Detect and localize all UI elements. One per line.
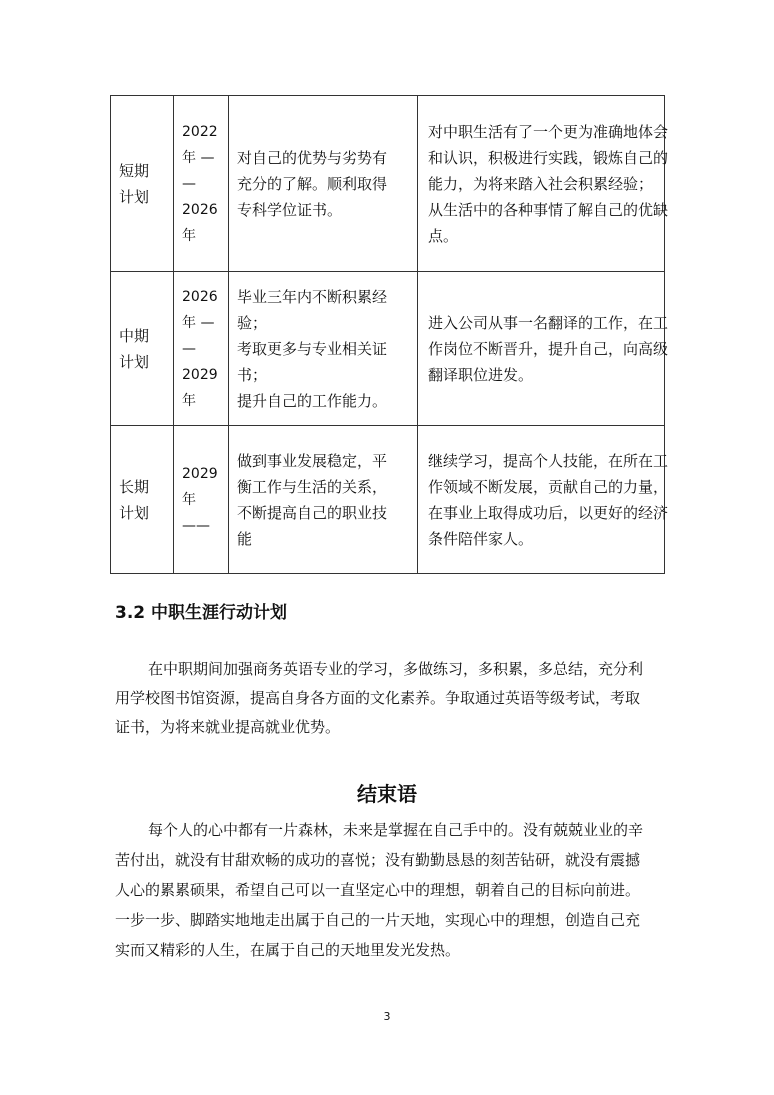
conclusion-paragraph bbox=[115, 815, 643, 965]
plan-measure-line: 继续学习，提高个人技能，在所在工 bbox=[428, 451, 669, 470]
paragraph-line: 在中职期间加强商务英语专业的学习，多做练习，多积累，多总结，充分利 bbox=[148, 660, 644, 678]
section-heading: 3.2 中职生涯行动计划 bbox=[115, 603, 288, 623]
plan-year-line: — bbox=[182, 340, 196, 357]
paragraph-line: 苦付出，就没有甘甜欢畅的成功的喜悦；没有勤勤恳恳的刻苦钻研，就没有震撼 bbox=[115, 851, 641, 869]
plan-goal-line: 专科学位证书。 bbox=[237, 200, 343, 219]
plan-name-cell bbox=[111, 272, 174, 426]
plan-measure-line: 条件陪伴家人。 bbox=[428, 529, 534, 548]
plan-measure-line: 点。 bbox=[428, 226, 459, 245]
plan-goal-line: 书； bbox=[237, 365, 268, 384]
plan-measure-line: 和认识，积极进行实践，锻炼自己的 bbox=[428, 148, 669, 167]
plan-goal-line: 衡工作与生活的关系， bbox=[237, 477, 388, 496]
plan-year-line: —— bbox=[182, 517, 210, 534]
plan-measure-cell bbox=[418, 426, 669, 574]
plan-measure-line: 翻译职位进发。 bbox=[428, 365, 534, 384]
career-plan-table bbox=[110, 95, 669, 574]
plan-measure-line: 能力，为将来踏入社会积累经验； bbox=[428, 174, 654, 193]
plan-row-long-term bbox=[111, 426, 665, 574]
paragraph-line: 每个人的心中都有一片森林，未来是掌握在自己手中的。没有兢兢业业的辛 bbox=[148, 821, 644, 839]
action-plan-paragraph bbox=[115, 655, 643, 742]
paragraph-line: 用学校图书馆资源，提高自身各方面的文化素养。争取通过英语等级考试，考取 bbox=[115, 689, 641, 707]
plan-goal-line: 毕业三年内不断积累经 bbox=[237, 287, 388, 306]
plan-measure-cell bbox=[418, 272, 669, 426]
plan-goal-line: 提升自己的工作能力。 bbox=[237, 391, 388, 410]
plan-goal-line: 对自己的优势与劣势有 bbox=[237, 148, 388, 167]
plan-measure-line: 从生活中的各种事情了解自己的优缺 bbox=[428, 200, 669, 219]
plan-year-cell bbox=[174, 272, 229, 426]
plan-measure-line: 作岗位不断晋升，提升自己，向高级 bbox=[428, 339, 669, 358]
plan-year-line: — bbox=[182, 175, 196, 192]
plan-row-mid-term bbox=[111, 272, 665, 426]
plan-goal-cell bbox=[229, 96, 418, 272]
plan-year-cell bbox=[174, 426, 229, 574]
page-number: 3 bbox=[383, 1010, 391, 1023]
plan-name-line: 中期 bbox=[119, 326, 150, 345]
plan-year-line: 年 — bbox=[182, 149, 215, 166]
plan-measure-line: 在事业上取得成功后，以更好的经济 bbox=[428, 503, 669, 522]
plan-measure-cell bbox=[418, 96, 669, 272]
plan-year-line: 2029 bbox=[182, 465, 218, 482]
plan-year-line: 年 bbox=[182, 227, 196, 244]
plan-goal-line: 验； bbox=[237, 313, 268, 332]
plan-year-line: 2029 bbox=[182, 366, 218, 383]
plan-name-cell bbox=[111, 96, 174, 272]
plan-year-line: 年 bbox=[182, 392, 196, 409]
plan-measure-line: 对中职生活有了一个更为准确地体会 bbox=[428, 122, 669, 141]
plan-goal-line: 不断提高自己的职业技 bbox=[237, 503, 388, 522]
conclusion-title: 结束语 bbox=[357, 782, 417, 806]
plan-year-line: 年 bbox=[182, 491, 196, 508]
plan-name-line: 长期 bbox=[119, 477, 150, 496]
plan-goal-line: 能 bbox=[237, 529, 253, 548]
paragraph-line: 一步一步、脚踏实地地走出属于自己的一片天地，实现心中的理想，创造自己充 bbox=[115, 911, 641, 929]
plan-goal-line: 考取更多与专业相关证 bbox=[237, 339, 388, 358]
plan-year-line: 2026 bbox=[182, 288, 218, 305]
plan-name-line: 短期 bbox=[119, 161, 150, 180]
plan-row-short-term bbox=[111, 96, 665, 272]
plan-year-line: 2022 bbox=[182, 123, 218, 140]
plan-goal-cell bbox=[229, 426, 418, 574]
plan-name-line: 计划 bbox=[119, 187, 150, 206]
plan-goal-line: 做到事业发展稳定，平 bbox=[237, 451, 388, 470]
plan-name-line: 计划 bbox=[119, 503, 150, 522]
plan-name-line: 计划 bbox=[119, 352, 150, 371]
plan-year-line: 2026 bbox=[182, 201, 218, 218]
plan-measure-line: 进入公司从事一名翻译的工作，在工 bbox=[428, 313, 669, 332]
plan-goal-line: 充分的了解。顺利取得 bbox=[237, 174, 388, 193]
paragraph-line: 人心的累累硕果，希望自己可以一直坚定心中的理想，朝着自己的目标向前进。 bbox=[115, 881, 641, 899]
paragraph-line: 证书，为将来就业提高就业优势。 bbox=[115, 718, 341, 736]
plan-measure-line: 作领域不断发展，贡献自己的力量， bbox=[428, 477, 669, 496]
plan-goal-cell bbox=[229, 272, 418, 426]
plan-name-cell bbox=[111, 426, 174, 574]
plan-year-cell bbox=[174, 96, 229, 272]
paragraph-line: 实而又精彩的人生，在属于自己的天地里发光发热。 bbox=[115, 941, 461, 959]
plan-year-line: 年 — bbox=[182, 314, 215, 331]
